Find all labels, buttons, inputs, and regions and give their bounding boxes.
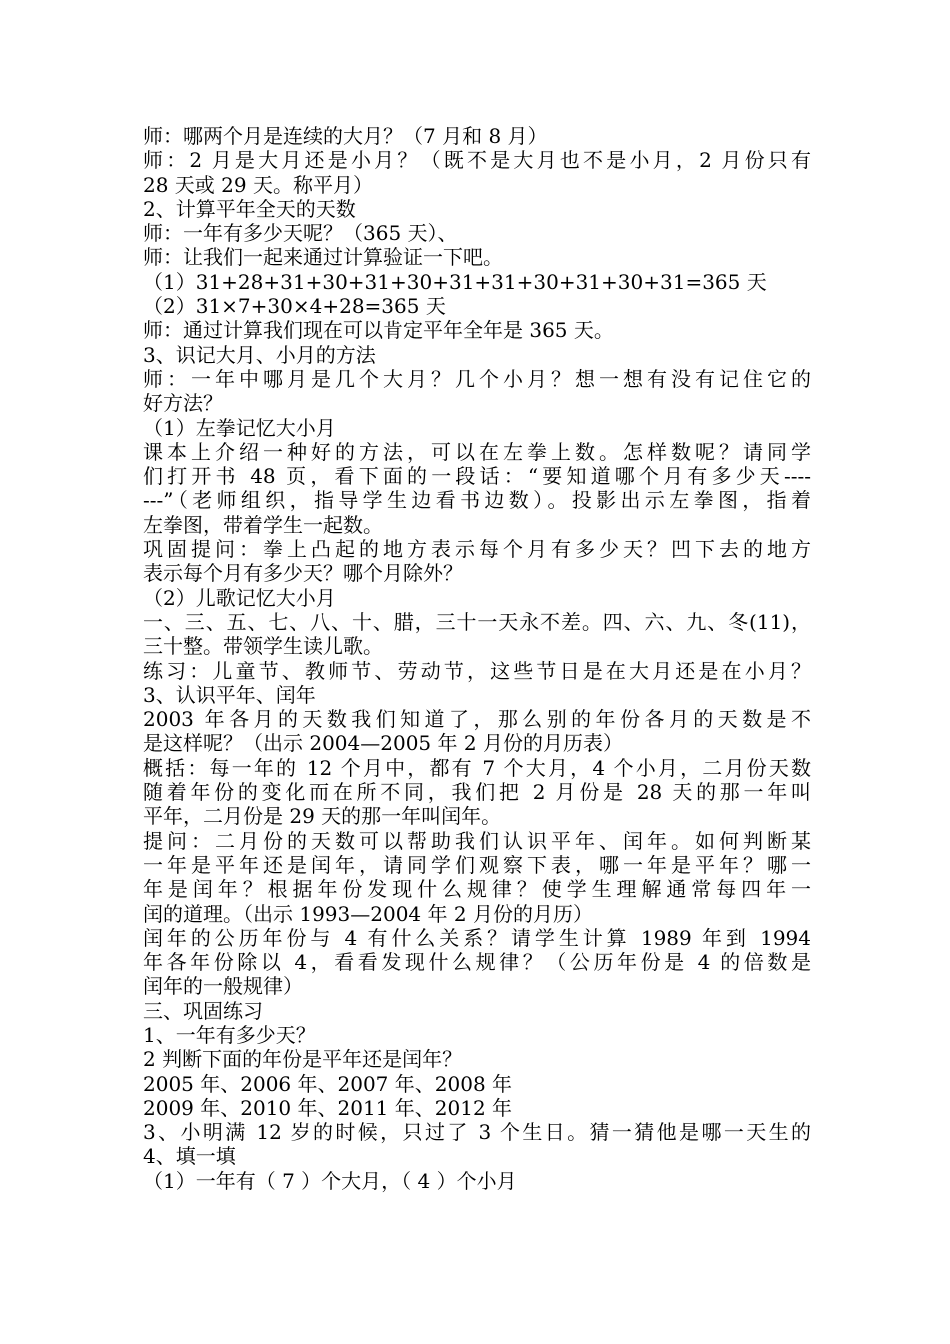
text-line-21: 一、三、五、七、八、十、腊，三十一天永不差。四、六、九、冬(11)，: [143, 609, 811, 634]
exercise-2: 2 判断下面的年份是平年还是闰年？: [143, 1047, 463, 1072]
section-heading-leap-year: 3、认识平年、闰年: [143, 682, 316, 707]
text-line-15: 们打开书 48 页，看下面的一段话：“要知道哪个月有多少天----: [143, 464, 811, 489]
text-line-34: 闰年的公历年份与 4 有什么关系？请学生计算 1989 年到 1994: [143, 925, 811, 950]
calc-line-2: （2）31×7+30×4+28=365 天: [143, 294, 446, 319]
text-line-17: 左拳图，带着学生一起数。: [143, 512, 383, 537]
text-line-35: 年各年份除以 4，看看发现什么规律？（公历年份是 4 的倍数是: [143, 950, 811, 975]
text-line-12: 好方法？: [143, 391, 223, 416]
text-line-14: 课本上介绍一种好的方法，可以在左拳上数。怎样数呢？请同学: [143, 439, 811, 464]
text-line-23: 练习：儿童节、教师节、劳动节，这些节日是在大月还是在小月？: [143, 658, 811, 683]
years-line-1: 2005 年、2006 年、2007 年、2008 年: [143, 1071, 513, 1096]
text-line-29: 平年，二月份是 29 天的那一年叫闰年。: [143, 804, 502, 829]
text-line-31: 一年是平年还是闰年，请同学们观察下表，哪一年是平年？哪一: [143, 852, 811, 877]
section-heading-3: 3、识记大月、小月的方法: [143, 342, 376, 367]
text-line-27: 概括：每一年的 12 个月中，都有 7 个大月，4 个小月，二月份天数: [143, 755, 811, 780]
text-line-11: 师：一年中哪月是几个大月？几个小月？想一想有没有记住它的: [143, 366, 811, 391]
text-line-36: 闰年的一般规律）: [143, 974, 303, 999]
text-line-28: 随着年份的变化而在所不同，我们把 2 月份是 28 天的那一年叫: [143, 780, 811, 805]
document-page: [143, 124, 811, 1193]
fill-in-line-1: （1）一年有（ 7 ）个大月，（ 4 ）个小月: [143, 1168, 517, 1193]
text-line-33: 闰的道理。（出示 1993—2004 年 2 月份的月历）: [143, 901, 593, 926]
text-line-6: 师：让我们一起来通过计算验证一下吧。: [143, 245, 503, 270]
text-line-19: 表示每个月有多少天？哪个月除外？: [143, 561, 463, 586]
calc-line-1: （1）31+28+31+30+31+30+31+31+30+31+30+31=365 天: [143, 269, 767, 294]
text-line-5: 师：一年有多少天呢？（365 天）、: [143, 221, 458, 246]
section-heading-practice: 三、巩固练习: [143, 998, 263, 1023]
subheading-rhyme-method: （2）儿歌记忆大小月: [143, 585, 336, 610]
text-line-25: 2003 年各月的天数我们知道了，那么别的年份各月的天数是不: [143, 707, 811, 732]
subheading-fist-method: （1）左拳记忆大小月: [143, 415, 336, 440]
text-line-32: 年是闰年？根据年份发现什么规律？使学生理解通常每四年一: [143, 877, 811, 902]
years-line-2: 2009 年、2010 年、2011 年、2012 年: [143, 1095, 513, 1120]
exercise-1: 1、一年有多少天？: [143, 1022, 316, 1047]
text-line-9: 师：通过计算我们现在可以肯定平年全年是 365 天。: [143, 318, 614, 343]
text-line-1: 师：哪两个月是连续的大月？（7 月和 8 月）: [143, 124, 548, 148]
text-line-2: 师：2 月是大月还是小月？（既不是大月也不是小月，2 月份只有: [143, 148, 811, 173]
exercise-4: 4、填一填: [143, 1144, 236, 1169]
text-line-3: 28 天或 29 天。称平月）: [143, 172, 373, 197]
text-line-16: ---”（老师组织，指导学生边看书边数）。投影出示左拳图，指着: [143, 488, 811, 513]
text-line-30: 提问：二月份的天数可以帮助我们认识平年、闰年。如何判断某: [143, 828, 811, 853]
exercise-3: 3、小明满 12 岁的时候，只过了 3 个生日。猜一猜他是哪一天生的: [143, 1120, 811, 1145]
text-line-22: 三十整。带领学生读儿歌。: [143, 634, 383, 659]
section-heading-2: 2、计算平年全天的天数: [143, 196, 356, 221]
text-line-18: 巩固提问：拳上凸起的地方表示每个月有多少天？凹下去的地方: [143, 537, 811, 562]
text-line-26: 是这样呢？（出示 2004—2005 年 2 月份的月历表）: [143, 731, 623, 756]
